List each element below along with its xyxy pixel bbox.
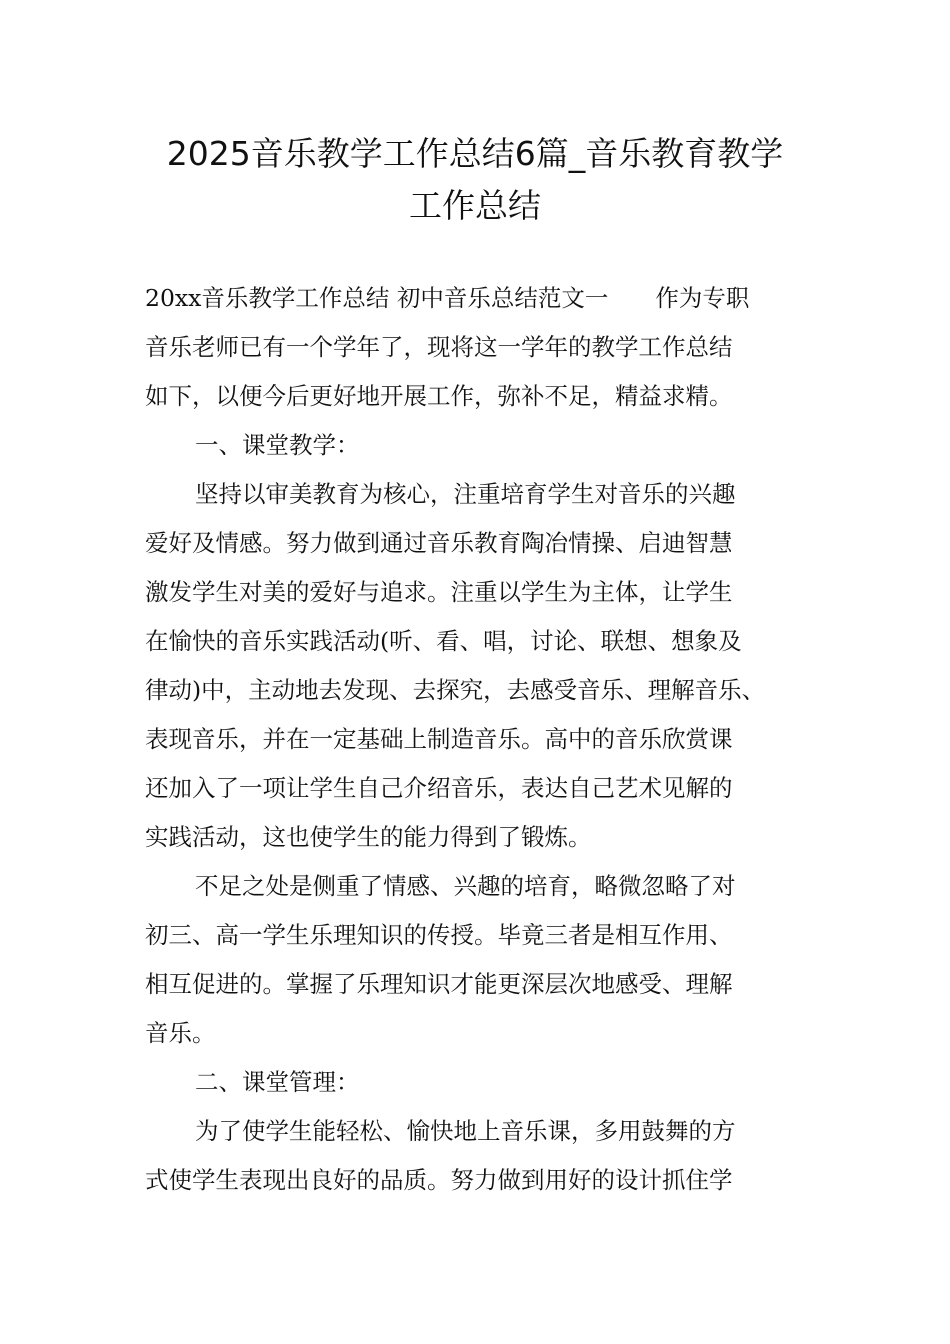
paragraph-shortcomings xyxy=(145,862,825,1058)
section-heading-classroom-teaching xyxy=(145,421,825,470)
text-line: 律动)中，主动地去发现、去探究，去感受音乐、理解音乐、 xyxy=(145,676,766,704)
text-line: 音乐老师已有一个学年了，现将这一学年的教学工作总结 xyxy=(145,333,733,361)
text-line: 坚持以审美教育为核心，注重培育学生对音乐的兴趣 xyxy=(195,480,736,508)
paragraph-intro xyxy=(145,274,825,421)
text-line: 爱好及情感。努力做到通过音乐教育陶冶情操、启迪智慧 xyxy=(145,529,733,557)
text-line: 如下，以便今后更好地开展工作，弥补不足，精益求精。 xyxy=(145,382,733,410)
text-line: 20xx音乐教学工作总结 初中音乐总结范文一 作为专职 xyxy=(145,284,750,312)
text-line: 在愉快的音乐实践活动(听、看、唱，讨论、联想、想象及 xyxy=(145,627,742,655)
text-line: 还加入了一项让学生自己介绍音乐，表达自己艺术见解的 xyxy=(145,774,733,802)
text-line: 相互促进的。掌握了乐理知识才能更深层次地感受、理解 xyxy=(145,970,733,998)
text-line: 不足之处是侧重了情感、兴趣的培育，略微忽略了对 xyxy=(195,872,736,900)
text-line: 为了使学生能轻松、愉快地上音乐课，多用鼓舞的方 xyxy=(195,1117,736,1145)
text-line: 表现音乐，并在一定基础上制造音乐。高中的音乐欣赏课 xyxy=(145,725,733,753)
text-line: 音乐。 xyxy=(145,1019,216,1047)
title-line: 工作总结 xyxy=(409,186,541,225)
heading-line: 二、课堂管理： xyxy=(195,1068,360,1096)
title-line: 2025音乐教学工作总结6篇_音乐教育教学 xyxy=(166,134,784,173)
document-body xyxy=(145,274,825,1205)
text-line: 初三、高一学生乐理知识的传授。毕竟三者是相互作用、 xyxy=(145,921,733,949)
text-line: 实践活动，这也使学生的能力得到了锻炼。 xyxy=(145,823,592,851)
document-title xyxy=(120,128,830,232)
heading-line: 一、课堂教学： xyxy=(195,431,360,459)
paragraph-management xyxy=(145,1107,825,1205)
text-line: 激发学生对美的爱好与追求。注重以学生为主体，让学生 xyxy=(145,578,733,606)
section-heading-classroom-management xyxy=(145,1058,825,1107)
paragraph-aesthetic-education xyxy=(145,470,825,862)
text-line: 式使学生表现出良好的品质。努力做到用好的设计抓住学 xyxy=(145,1166,733,1194)
